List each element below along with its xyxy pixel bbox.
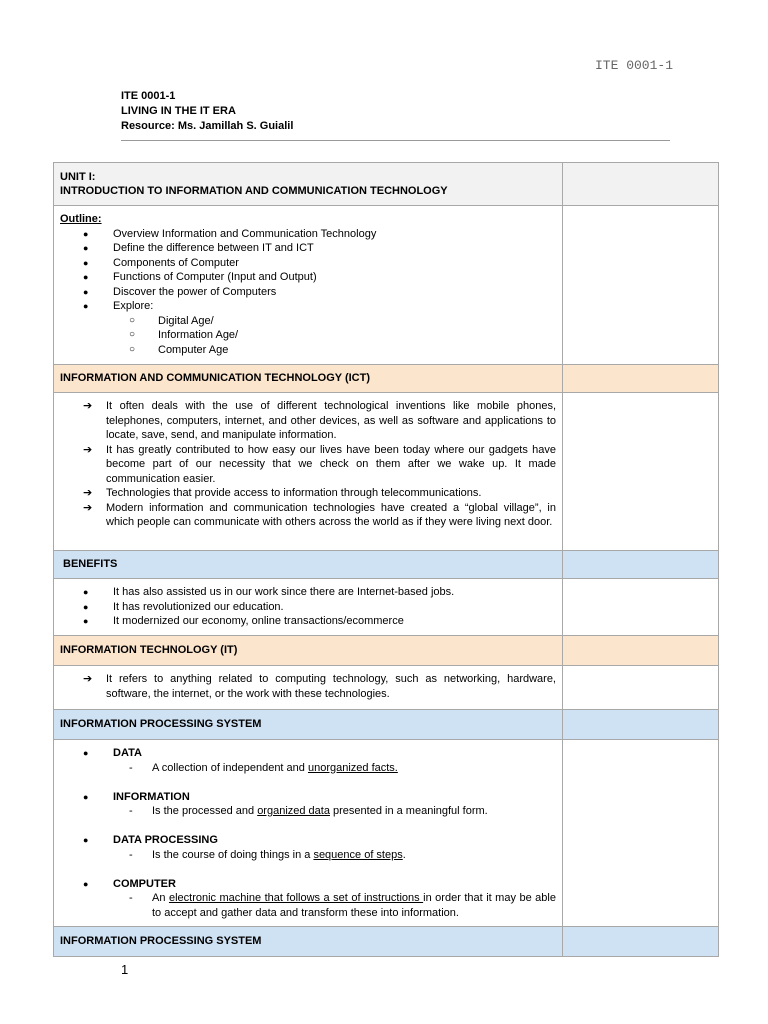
term-computer: ● COMPUTER (60, 877, 556, 892)
definition-data-processing: - Is the course of doing things in a sequence of steps. (60, 848, 556, 863)
notes-cell (563, 740, 719, 927)
list-item: ● Explore: (60, 299, 556, 314)
list-item: ○ Computer Age (60, 343, 556, 358)
unit-title: UNIT I: INTRODUCTION TO INFORMATION AND COMMUNICATION TECHNOLOGY (60, 170, 448, 197)
notes-cell (563, 666, 719, 710)
page-number: 1 (121, 962, 129, 977)
list-item: ➔ It often deals with the use of different technological inventions like mobile phones, telephones, computers, internet, and other devices, as well as software and applications to locate, save, send, and manipulate information. (60, 399, 556, 443)
outline-title: Outline: (60, 213, 102, 225)
it-heading-row (54, 636, 719, 666)
definition-computer: - An electronic machine that follows a set of instructions in order that it may be able to accept and gather data and transform these into information. (60, 891, 556, 920)
benefits-heading-row (54, 551, 719, 579)
benefits-section (54, 579, 562, 633)
list-item: ● Discover the power of Computers (60, 285, 556, 300)
ict-list (60, 399, 556, 530)
ips2-heading-row (54, 927, 719, 957)
list-item: ● It has also assisted us in our work since there are Internet-based jobs. (60, 585, 556, 600)
it-section (54, 666, 562, 705)
course-code: ITE 0001-1 (121, 90, 176, 102)
notes-cell (563, 163, 719, 206)
outline-section (54, 206, 562, 361)
definition-data: - A collection of independent and unorganized facts. (60, 761, 556, 776)
list-item: ○ Information Age/ (60, 328, 556, 343)
section-heading: INFORMATION PROCESSING SYSTEM (60, 935, 262, 948)
notes-cell (563, 206, 719, 365)
list-item: ● Define the difference between IT and ICT (60, 241, 556, 256)
section-heading: BENEFITS (63, 558, 118, 571)
term-data-processing: ● DATA PROCESSING (60, 833, 556, 848)
header-divider (121, 140, 670, 141)
notes-cell (563, 365, 719, 393)
section-heading: INFORMATION PROCESSING SYSTEM (60, 718, 262, 731)
ict-heading-row (54, 365, 719, 393)
list-item: ➔ It refers to anything related to computing technology, such as networking, hardware, software, the internet, or the work with these technologies. (60, 672, 556, 701)
ips-section (54, 740, 562, 924)
ips-body-row (54, 740, 719, 927)
notes-cell (563, 393, 719, 551)
benefits-list (60, 585, 556, 629)
course-title: LIVING IN THE IT ERA (121, 105, 236, 117)
list-item: ➔ It has greatly contributed to how easy our lives have been today where our gadgets have become part of our necessity that we check on them after we wake up. It made communication easier. (60, 443, 556, 487)
document-header (121, 89, 293, 134)
it-body-row (54, 666, 719, 710)
list-item: ● Overview Information and Communication Technology (60, 227, 556, 242)
outline-sublist (60, 314, 556, 358)
definition-information: - Is the processed and organized data presented in a meaningful form. (60, 804, 556, 819)
outline-list (60, 227, 556, 314)
ict-section (54, 393, 562, 534)
list-item: ● Functions of Computer (Input and Output) (60, 270, 556, 285)
it-list (60, 672, 556, 701)
ict-body-row (54, 393, 719, 551)
notes-cell (563, 710, 719, 740)
notes-cell (563, 636, 719, 666)
list-item: ● It has revolutionized our education. (60, 600, 556, 615)
section-heading: INFORMATION AND COMMUNICATION TECHNOLOGY (ICT) (60, 372, 371, 385)
notes-cell (563, 579, 719, 636)
list-item: ● Components of Computer (60, 256, 556, 271)
notes-cell (563, 551, 719, 579)
term-information: ● INFORMATION (60, 790, 556, 805)
notes-cell (563, 927, 719, 957)
outline-row (54, 206, 719, 365)
resource-line: Resource: Ms. Jamillah S. Guialil (121, 120, 294, 132)
unit-row (54, 163, 719, 206)
section-heading: INFORMATION TECHNOLOGY (IT) (60, 644, 238, 657)
list-item: ○ Digital Age/ (60, 314, 556, 329)
list-item: ➔ Technologies that provide access to information through telecommunications. (60, 486, 556, 501)
list-item: ● It modernized our economy, online transactions/ecommerce (60, 614, 556, 629)
term-data: ● DATA (60, 746, 556, 761)
list-item: ➔ Modern information and communication technologies have created a “global village”, in which people can communicate with others across the world as if they were living next door. (60, 501, 556, 530)
content-table (53, 162, 719, 957)
ips-heading-row (54, 710, 719, 740)
benefits-body-row (54, 579, 719, 636)
page-code: ITE 0001-1 (594, 58, 673, 73)
